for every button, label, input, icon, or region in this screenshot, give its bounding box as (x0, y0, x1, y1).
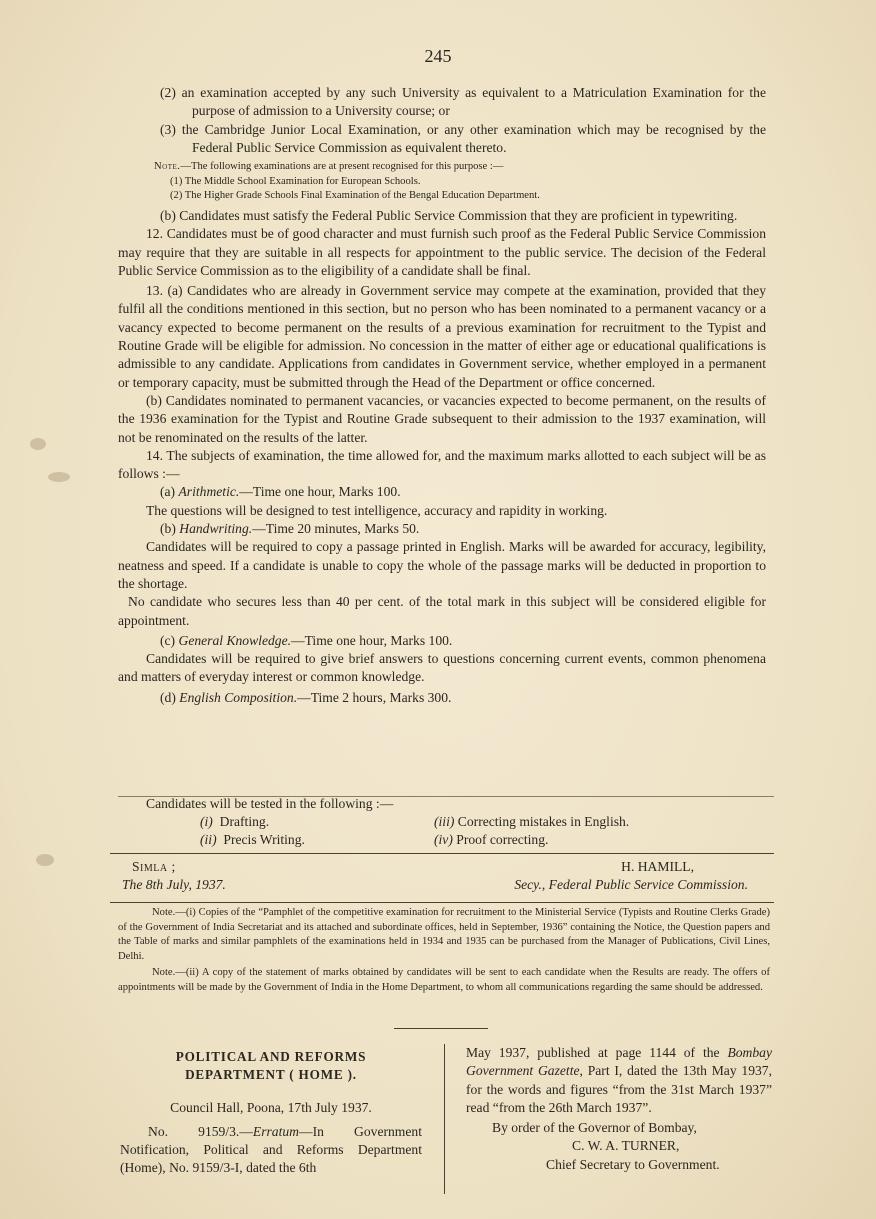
binding-hole-mark (30, 438, 46, 450)
list-item: (iv) Proof correcting. (434, 832, 549, 848)
para-13a: 13. (a) Candidates who are already in Government service may compete at the examination, provided that they fulfil all the conditions mentioned in this section, but no person who has been nominated to a permanent vacancy or a vacancy expected to become permanent on the results of a previous examination for recruitment to the Typist and Routine Grade will be eligible for admission. No concession in the matter of either age or educational qualifications is admissible to any candidate. Applications from candidates in Government service, whether employed in a permanent or temporary capacity, must be submitted through the Head of the Department or office concerned. (118, 283, 766, 390)
note-item: (1) The Middle School Examination for European Schools. (170, 175, 421, 187)
list-item: (ii) Precis Writing. (200, 832, 305, 848)
clause-3: (3) the Cambridge Junior Local Examination, or any other examination which may be recognised by the Federal Public Service Commission as equivalent thereto. (160, 121, 766, 155)
political-notice-left (120, 1048, 422, 1178)
general-knowledge-text: Candidates will be required to give brief answers to questions concerning current events, common phenomena and matters of everyday interest or common knowledge. (118, 651, 766, 685)
political-notice-right (466, 1044, 772, 1174)
signature-date: The 8th July, 1937. (122, 877, 226, 892)
department-heading: DEPARTMENT ( HOME ). (185, 1067, 357, 1083)
signatory-name: C. W. A. TURNER, (572, 1138, 680, 1154)
subject-english-composition: (d) English Composition.—Time 2 hours, Marks 300. (160, 689, 452, 705)
footnote-ii: Note.—(ii) A copy of the statement of marks obtained by candidates will be sent to each candidate when the Results are ready. The offers of appointments will be made by the Government of India in the Home Department, to whom all communications regarding the same should be addressed. (118, 967, 770, 993)
para-typewriting: (b) Candidates must satisfy the Federal Public Service Commission that they are proficient in typewriting. (160, 207, 738, 223)
footnote-i: Note.—(i) Copies of the “Pamphlet of the competitive examination for recruitment to the Ministerial Service (Typists and Routine Clerks Grade) of the Government of India Secretariat and its attached and subordinate offices, held in September, 1936” containing the Notice, the Question papers and the Table of marks and similar pamphlets of the examinations held in 1934 and 1935 can be purchased from the Manager of Publications, Civil Lines, Delhi. (118, 907, 770, 962)
order-line: By order of the Governor of Bombay, (492, 1120, 697, 1136)
binding-hole-mark (36, 854, 54, 866)
divider-rule (110, 853, 774, 854)
page-number: 245 (424, 46, 452, 66)
note-recognised-exams: Note.—The following examinations are at present recognised for this purpose :— (1) The Middle School Examination for European Schools. (2) The Higher Grade Schools Final Examination of the Bengal Education Department. (118, 160, 766, 204)
subject-general-knowledge: (c) General Knowledge.—Time one hour, Marks 100. (160, 632, 453, 648)
list-item: (i) Drafting. (200, 814, 270, 829)
signatory-name: H. HAMILL, (621, 859, 694, 874)
department-heading: POLITICAL AND REFORMS (175, 1049, 367, 1064)
signatory-title: Chief Secretary to Government. (546, 1156, 720, 1172)
para-13b: (b) Candidates nominated to permanent vacancies, or vacancies expected to become permanent, on the results of the 1936 examination for the Typist and Routine Grade subsequent to their admission to the 1937 examination, will not be renominated on the results of the latter. (118, 392, 766, 445)
handwriting-text: Candidates will be required to copy a passage printed in English. Marks will be awarded for accuracy, legibility, neatness and speed. If a candidate is unable to copy the whole of the passage marks will be deducted in proportion to the shortage. (118, 539, 766, 591)
para-12: 12. Candidates must be of good character and must furnish such proof as the Federal Public Service Commission may require that they are suitable in all respects for appointment to the public service. The decision of the Federal Public Service Commission as to the eligibility of a candidate shall be final. (118, 226, 766, 278)
subject-handwriting: (b) Handwriting.—Time 20 minutes, Marks 50. (160, 521, 420, 537)
handwriting-minimum: No candidate who secures less than 40 per cent. of the total mark in this subject will be considered eligible for appointment. (118, 594, 766, 628)
note-item: (2) The Higher Grade Schools Final Examination of the Bengal Education Department. (170, 190, 540, 202)
para-14: 14. The subjects of examination, the time allowed for, and the maximum marks allotted to each subject will be as follows :— (118, 447, 766, 482)
signature-place: Simla ; (132, 859, 176, 874)
erratum-continued: May 1937, published at page 1144 of the Bombay Government Gazette, Part I, dated the 13th May 1937, for the words and figures “from the 31st March 1937” read “from the 26th March 1937”. (466, 1045, 772, 1115)
divider-rule (110, 902, 774, 903)
binding-hole-mark (48, 472, 70, 482)
subject-arithmetic: (a) Arithmetic.—Time one hour, Marks 100. (160, 484, 401, 500)
list-item: (iii) Correcting mistakes in English. (434, 814, 630, 829)
main-text (118, 84, 766, 707)
clause-2: (2) an examination accepted by any such University as equivalent to a Matriculation Examination for the purpose of admission to a University course; or (160, 85, 767, 119)
column-divider (444, 1044, 445, 1194)
footnotes (118, 906, 770, 998)
english-composition-text: Candidates will be tested in the following :— (146, 796, 394, 811)
arithmetic-text: The questions will be designed to test intelligence, accuracy and rapidity in working. (146, 502, 608, 518)
dateline: Council Hall, Poona, 17th July 1937. (170, 1099, 372, 1115)
tested-items-list (200, 813, 720, 850)
erratum-text: No. 9159/3.—Erratum—In Government Notification, Political and Reforms Department (Home), No. 9159/3-I, dated the 6th (120, 1123, 422, 1176)
divider-rule (394, 1028, 488, 1029)
signatory-designation: Secy., Federal Public Service Commission. (514, 877, 748, 892)
